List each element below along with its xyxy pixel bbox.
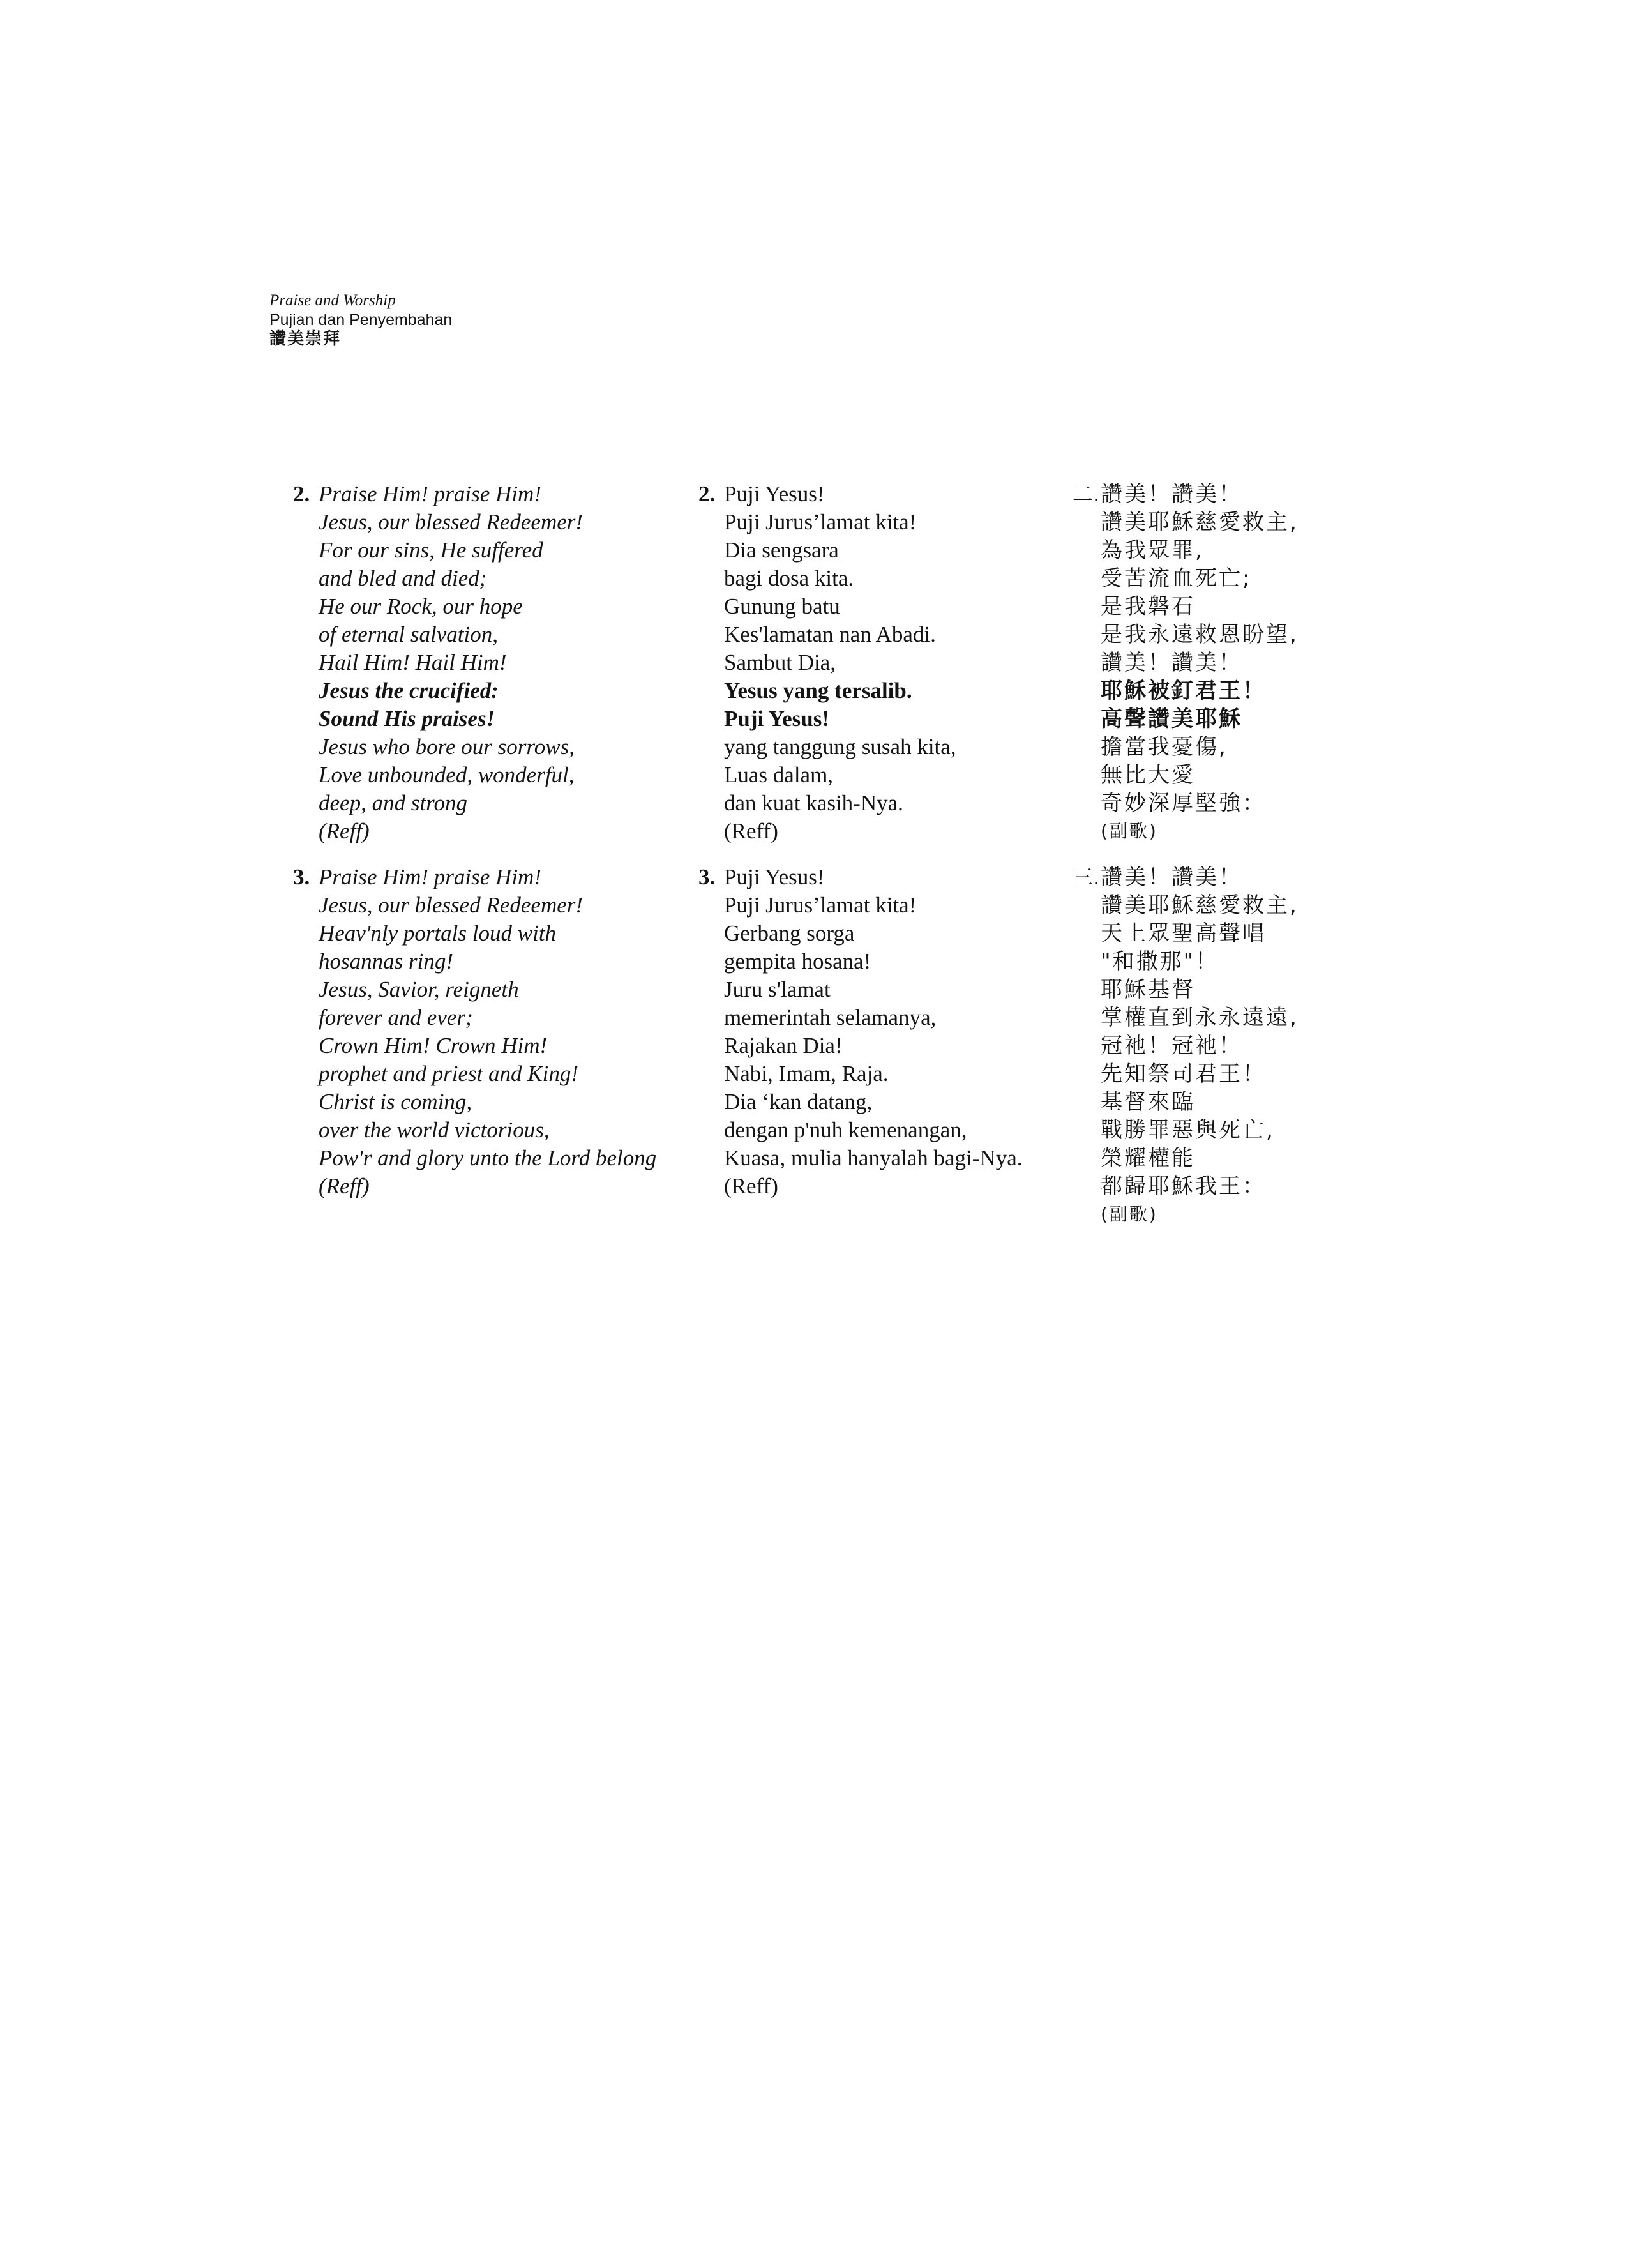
lyric-line: Puji Yesus! <box>724 481 825 506</box>
lyric-line: 無比大愛 <box>1101 762 1195 788</box>
lyric-line: Jesus, our blessed Redeemer! <box>319 893 584 918</box>
lyric-line: Gerbang sorga <box>724 921 855 946</box>
lyric-line: (Reff) <box>319 1174 370 1198</box>
lyric-line: 先知祭司君王！ <box>1101 1061 1266 1087</box>
lyric-line: Jesus, our blessed Redeemer! <box>319 510 584 534</box>
lyric-line: Puji Jurus’lamat kita! <box>724 893 917 918</box>
lyric-line: 讚美耶穌慈愛救主, <box>1101 893 1299 918</box>
header-title-indonesian: Pujian dan Penyembahan <box>269 311 453 329</box>
lyric-line: 讚美！讚美！ <box>1101 481 1242 507</box>
lyric-line: of eternal salvation, <box>319 622 498 647</box>
lyric-line: memerintah selamanya, <box>724 1005 937 1030</box>
lyric-line: 冠祂！冠祂！ <box>1101 1033 1242 1059</box>
lyric-line: 奇妙深厚堅強： <box>1101 790 1266 816</box>
lyric-line: 都歸耶穌我王： <box>1101 1174 1266 1199</box>
lyric-line: Nabi, Imam, Raja. <box>724 1061 889 1086</box>
lyric-line: Pow'r and glory unto the Lord belong <box>319 1145 657 1170</box>
lyric-line: Sambut Dia, <box>724 650 836 675</box>
verse-number: 2. <box>293 481 310 506</box>
lyric-line: 耶穌被釘君王！ <box>1101 678 1266 704</box>
lyric-line: Jesus, Savior, reigneth <box>319 977 519 1002</box>
verse-lines <box>319 863 656 1200</box>
header-title-english: Praise and Worship <box>269 292 396 309</box>
page-header <box>269 291 452 349</box>
lyric-line: Luas dalam, <box>724 762 834 787</box>
lyric-line: Yesus yang tersalib. <box>724 678 912 703</box>
lyric-line: 是我磐石 <box>1101 594 1195 619</box>
lyric-line: (副歌) <box>1101 820 1158 842</box>
verse-number: 3. <box>698 865 716 889</box>
lyric-line: Puji Yesus! <box>724 706 829 731</box>
lyric-line: Jesus the crucified: <box>319 678 499 703</box>
lyric-line: forever and ever; <box>319 1005 473 1030</box>
header-title-chinese: 讚美崇拜 <box>269 329 342 349</box>
lyric-line: 天上眾聖高聲唱 <box>1101 921 1266 946</box>
lyric-line: (Reff) <box>724 819 778 843</box>
verse-lines <box>319 480 583 845</box>
lyric-line: Dia sengsara <box>724 538 839 563</box>
lyric-line: Dia ‘kan datang, <box>724 1089 873 1114</box>
lyric-line: 讚美！讚美！ <box>1101 650 1242 676</box>
lyric-line: Christ is coming, <box>319 1089 472 1114</box>
verse-number: 3. <box>293 865 310 889</box>
lyric-line: prophet and priest and King! <box>319 1061 579 1086</box>
verse-number: 二. <box>1073 482 1100 506</box>
lyric-line: "和撒那"！ <box>1101 949 1219 974</box>
lyric-line: Love unbounded, wonderful, <box>319 762 575 787</box>
lyric-line: For our sins, He suffered <box>319 538 543 563</box>
lyric-line: 高聲讚美耶穌 <box>1101 706 1242 732</box>
verse-number: 三. <box>1073 865 1100 889</box>
lyric-line: 榮耀權能 <box>1101 1145 1195 1171</box>
lyric-line: He our Rock, our hope <box>319 594 523 619</box>
lyric-line: 戰勝罪惡與死亡, <box>1101 1117 1275 1143</box>
lyric-line: yang tanggung susah kita, <box>724 734 956 759</box>
lyric-line: Kuasa, mulia hanyalah bagi-Nya. <box>724 1145 1023 1170</box>
lyric-line: hosannas ring! <box>319 949 453 974</box>
lyric-line: 讚美耶穌慈愛救主, <box>1101 510 1299 535</box>
lyric-line: 是我永遠救恩盼望, <box>1101 622 1299 647</box>
verse-number: 2. <box>698 481 716 506</box>
lyric-line: Juru s'lamat <box>724 977 831 1002</box>
lyric-line: 耶穌基督 <box>1101 977 1195 1002</box>
lyric-line: 受苦流血死亡; <box>1101 566 1252 591</box>
lyric-line: Gunung batu <box>724 594 840 619</box>
lyric-line: over the world victorious, <box>319 1117 550 1142</box>
verse-lines <box>724 480 956 845</box>
lyric-line: bagi dosa kita. <box>724 566 854 591</box>
lyric-line: Sound His praises! <box>319 706 495 731</box>
lyric-line: Heav'nly portals loud with <box>319 921 557 946</box>
lyric-line: dan kuat kasih-Nya. <box>724 790 903 815</box>
lyric-line: deep, and strong <box>319 790 467 815</box>
lyric-line: Kes'lamatan nan Abadi. <box>724 622 936 647</box>
lyric-line: 掌權直到永永遠遠, <box>1101 1005 1299 1031</box>
lyric-line: (Reff) <box>724 1174 778 1198</box>
lyric-line: 為我眾罪, <box>1101 538 1204 563</box>
lyric-line: Puji Jurus’lamat kita! <box>724 510 917 534</box>
lyric-line: Praise Him! praise Him! <box>319 865 541 889</box>
lyric-line: 基督來臨 <box>1101 1089 1195 1115</box>
lyric-line: Praise Him! praise Him! <box>319 481 541 506</box>
lyric-line: Crown Him! Crown Him! <box>319 1033 548 1058</box>
lyric-line: Jesus who bore our sorrows, <box>319 734 575 759</box>
lyric-line: Hail Him! Hail Him! <box>319 650 507 675</box>
lyric-line: and bled and died; <box>319 566 487 591</box>
lyric-line: (副歌) <box>1101 1204 1158 1225</box>
lyric-line: 讚美！讚美！ <box>1101 865 1242 890</box>
lyric-line: (Reff) <box>319 819 370 843</box>
verse-lines <box>1101 480 1299 845</box>
lyric-line: 擔當我憂傷, <box>1101 734 1228 760</box>
lyric-line: dengan p'nuh kemenangan, <box>724 1117 967 1142</box>
verse-lines <box>724 863 1022 1200</box>
verse-lines <box>1101 863 1299 1228</box>
lyric-line: Puji Yesus! <box>724 865 825 889</box>
lyric-line: gempita hosana! <box>724 949 871 974</box>
lyric-line: Rajakan Dia! <box>724 1033 843 1058</box>
